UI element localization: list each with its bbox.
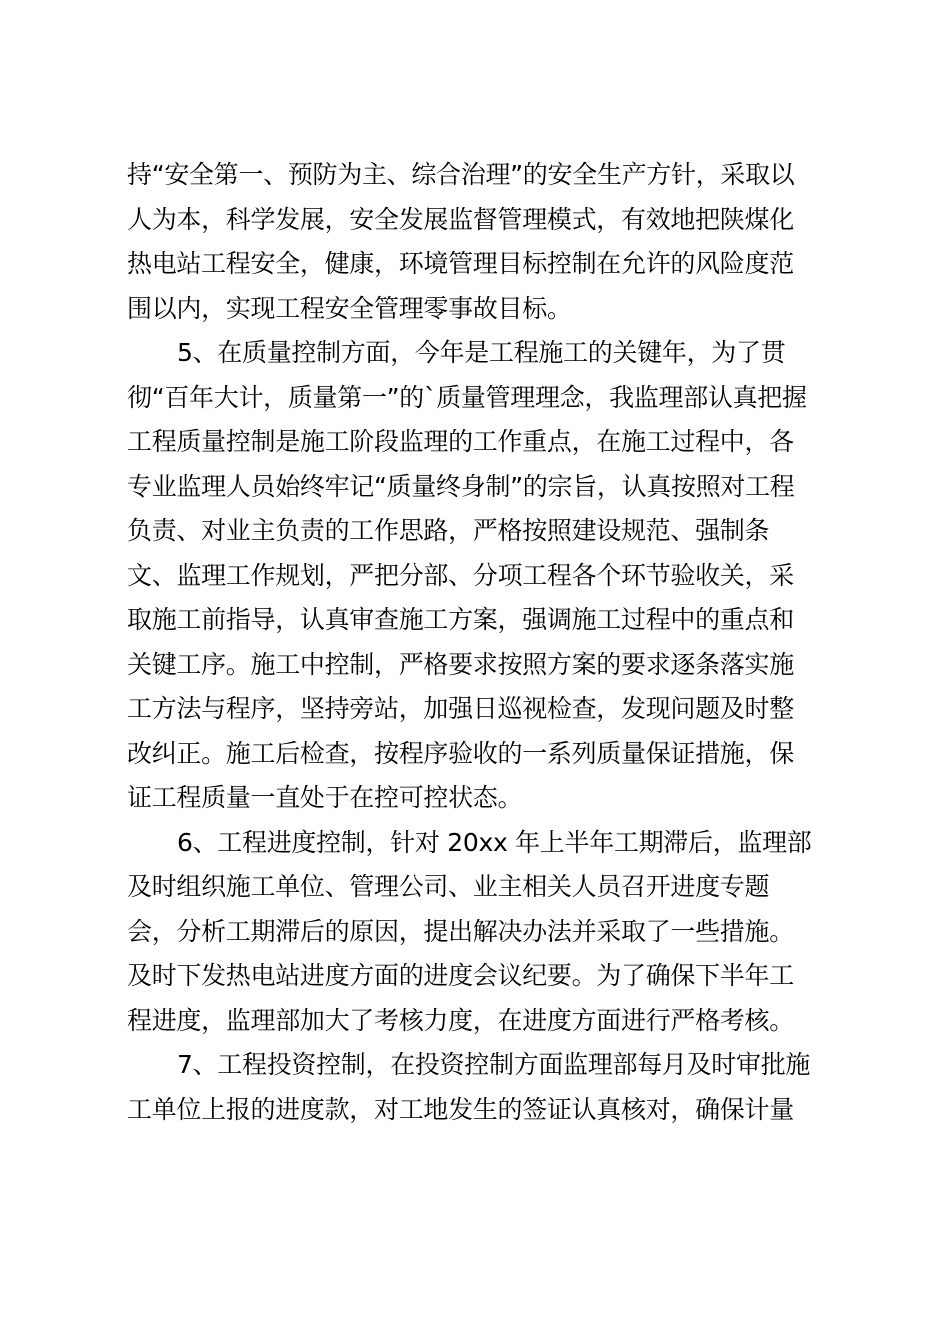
text-line: 彻“百年大计，质量第一”的`质量管理理念，我监理部认真把握 — [127, 382, 807, 412]
paragraph-5-start: 5、在质量控制方面，今年是工程施工的关键年，为了贯 — [177, 338, 786, 367]
paragraph-6-start: 6、工程进度控制，针对 20xx 年上半年工期滞后，监理部 — [177, 827, 812, 857]
text-line: 关键工序。施工中控制，严格要求按照方案的要求逐条落实施 — [127, 649, 794, 679]
text-line: 负责、对业主负责的工作思路，严格按照建设规范、强制条 — [127, 516, 770, 545]
text-line: 工方法与程序，坚持旁站，加强日巡视检查，发现问题及时整 — [127, 694, 794, 723]
text-line: 围以内，实现工程安全管理零事故目标。 — [127, 293, 572, 323]
text-line: 改纠正。施工后检查，按程序验收的一系列质量保证措施，保 — [127, 738, 794, 768]
text-line: 人为本，科学发展，安全发展监督管理模式，有效地把陕煤化 — [127, 204, 794, 234]
text-line: 工程质量控制是施工阶段监理的工作重点，在施工过程中，各 — [127, 427, 794, 456]
text-line: 持“安全第一、预防为主、综合治理”的安全生产方针，采取以 — [127, 160, 795, 189]
text-line: 热电站工程安全，健康，环境管理目标控制在允许的风险度范 — [127, 249, 794, 278]
text-line: 及时组织施工单位、管理公司、业主相关人员召开进度专题 — [127, 872, 770, 901]
paragraph-7-start: 7、工程投资控制，在投资控制方面监理部每月及时审批施 — [177, 1050, 811, 1079]
text-line: 及时下发热电站进度方面的进度会议纪要。为了确保下半年工 — [127, 961, 794, 990]
text-line: 证工程质量一直处于在控可控状态。 — [127, 783, 523, 812]
text-line: 文、监理工作规划，严把分部、分项工程各个环节验收关，采 — [127, 560, 794, 590]
text-line: 会，分析工期滞后的原因，提出解决办法并采取了一些措施。 — [127, 916, 794, 946]
text-line: 程进度，监理部加大了考核力度，在进度方面进行严格考核。 — [127, 1005, 794, 1035]
text-line: 工单位上报的进度款，对工地发生的签证认真核对，确保计量 — [127, 1094, 794, 1124]
text-line: 专业监理人员始终牢记“质量终身制”的宗旨，认真按照对工程 — [127, 471, 795, 501]
text-line: 取施工前指导，认真审查施工方案，强调施工过程中的重点和 — [127, 605, 794, 634]
body-text — [127, 153, 837, 1132]
